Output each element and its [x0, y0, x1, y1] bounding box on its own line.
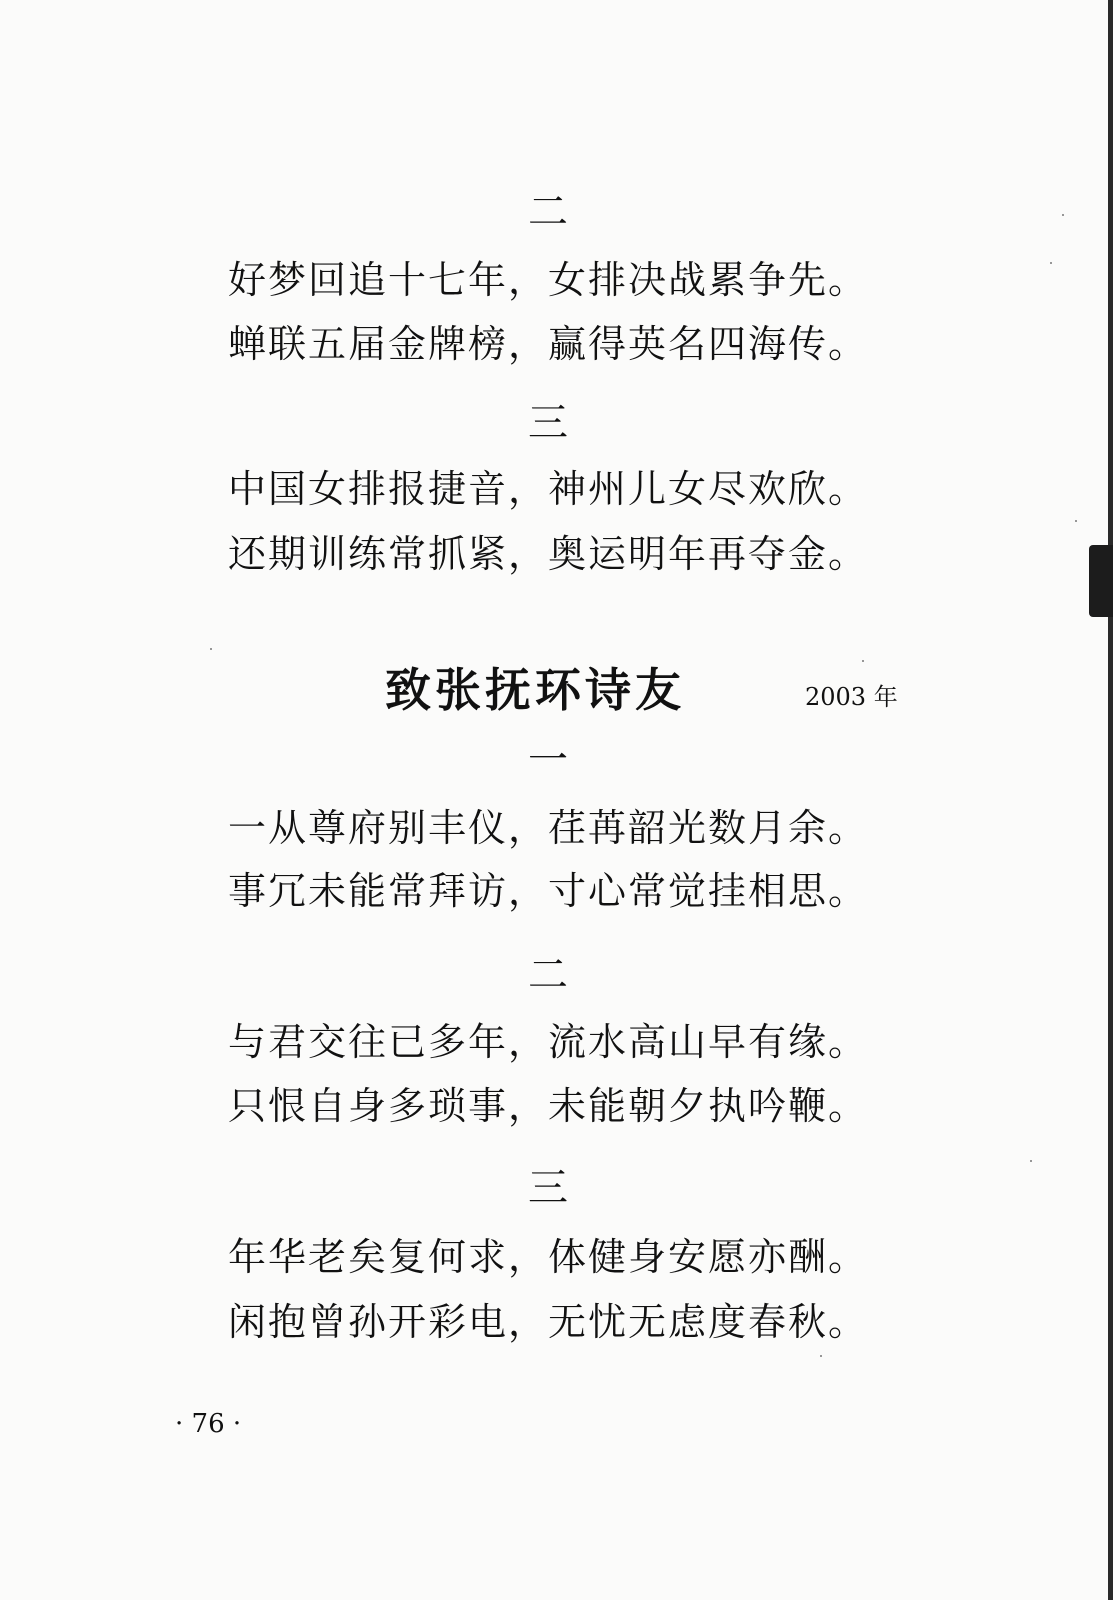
page-edge-tab — [1089, 545, 1113, 617]
page-edge-shadow — [1108, 0, 1113, 1600]
verse-line: 只恨自身多琐事，未能朝夕执吟鞭。 — [228, 1084, 869, 1128]
scan-speck — [820, 1355, 822, 1357]
verse-line: 与君交往已多年，流水高山早有缘。 — [228, 1020, 869, 1064]
scan-speck — [1075, 520, 1077, 522]
verse-line: 一从尊府别丰仪，荏苒韶光数月余。 — [228, 806, 869, 850]
verse-line: 事冗未能常拜访，寸心常觉挂相思。 — [228, 869, 869, 913]
poem-title: 致张抚环诗友 — [385, 663, 685, 717]
scan-speck — [862, 660, 864, 662]
scan-speck — [210, 648, 212, 650]
section-number: 二 — [528, 952, 568, 998]
section-number: 三 — [528, 400, 568, 446]
verse-line: 闲抱曾孙开彩电，无忧无虑度春秋。 — [228, 1300, 869, 1344]
scan-speck — [1050, 262, 1052, 264]
scan-speck — [1030, 1160, 1032, 1162]
poem-year: 2003 年 — [805, 683, 898, 711]
verse-line: 蝉联五届金牌榜，赢得英名四海传。 — [228, 322, 869, 366]
verse-line: 好梦回追十七年，女排决战累争先。 — [228, 258, 869, 302]
verse-line: 中国女排报捷音，神州儿女尽欢欣。 — [228, 467, 869, 511]
verse-line: 还期训练常抓紧，奥运明年再夺金。 — [228, 532, 869, 576]
verse-line: 年华老矣复何求，体健身安愿亦酬。 — [228, 1235, 869, 1279]
section-number: 二 — [528, 189, 568, 235]
page-number: · 76 · — [175, 1409, 242, 1439]
section-number: 一 — [528, 737, 568, 783]
section-number: 三 — [528, 1165, 568, 1211]
